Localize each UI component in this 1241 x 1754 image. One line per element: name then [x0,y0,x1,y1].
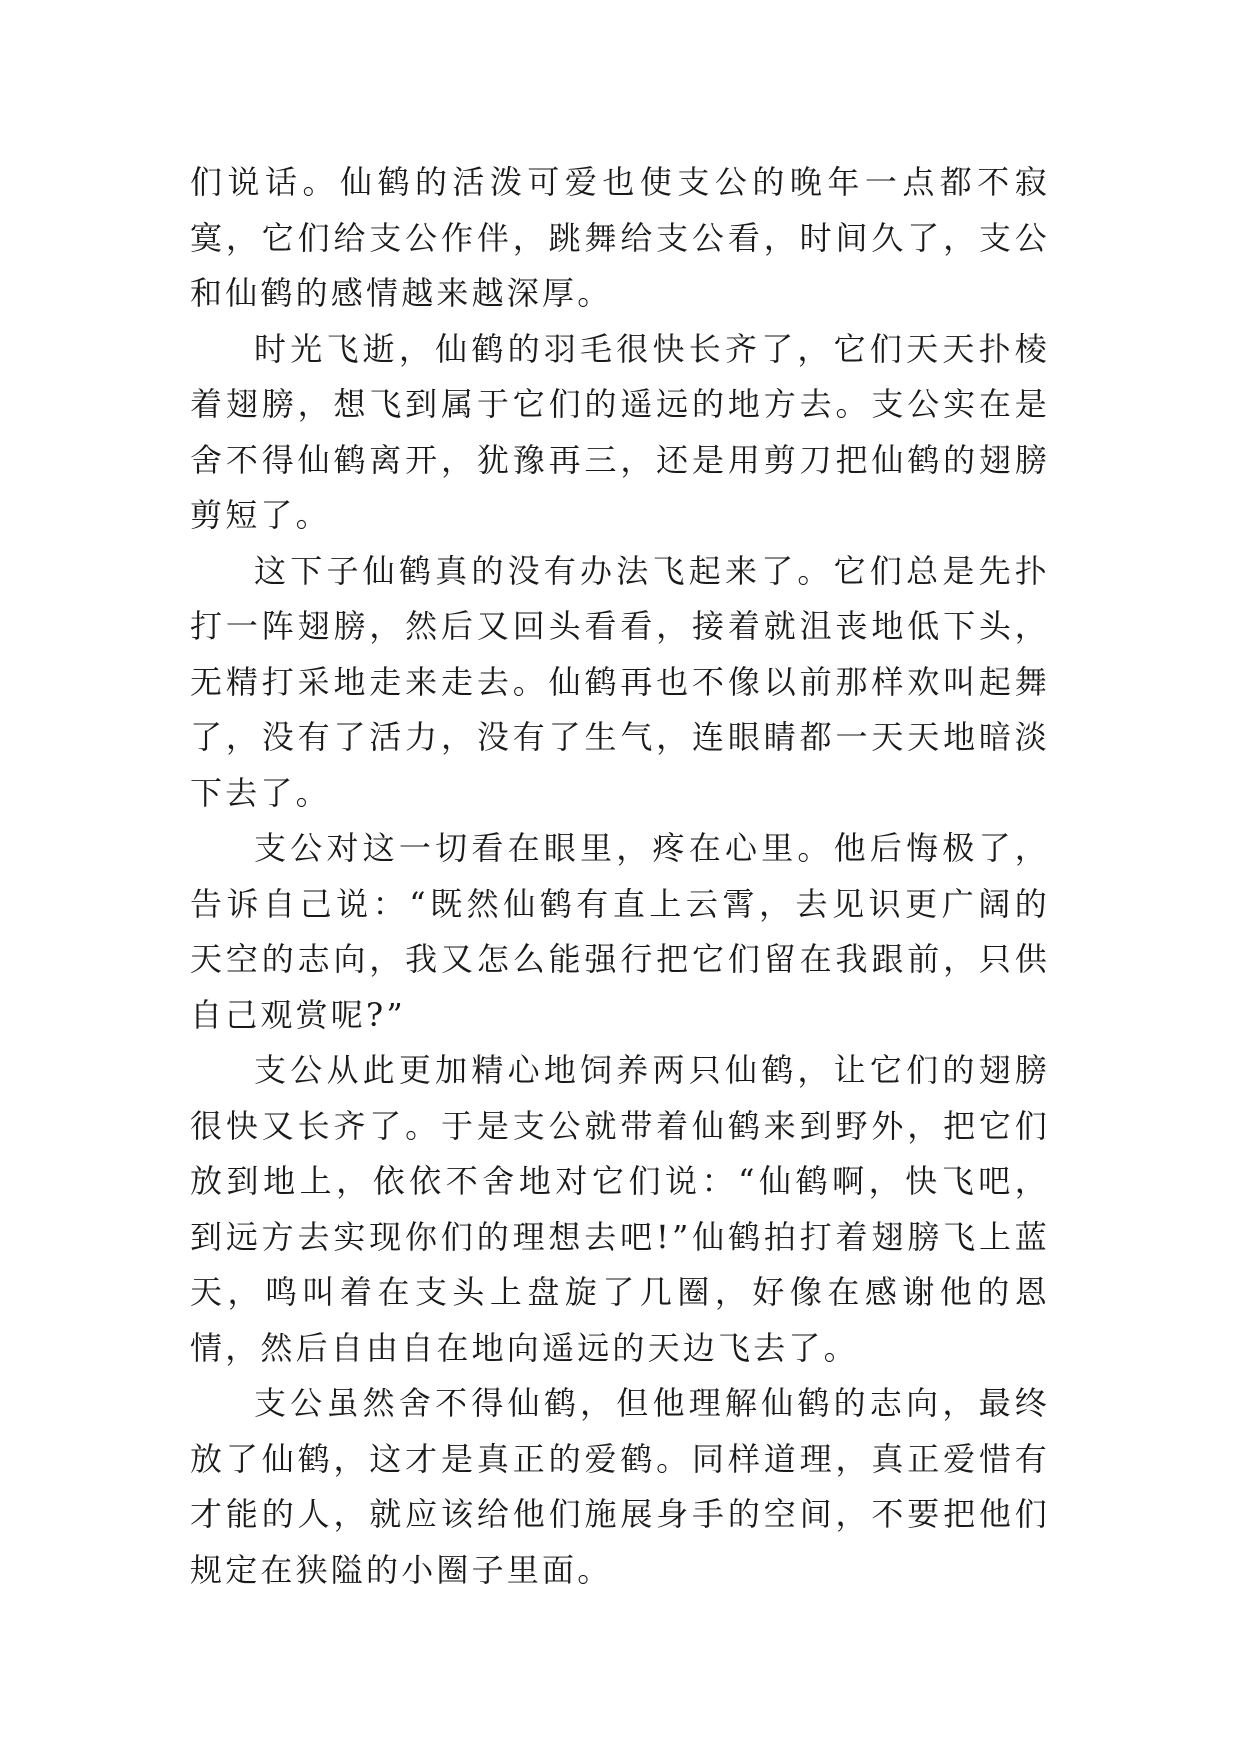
paragraph-5: 支公从此更加精心地饲养两只仙鹤，让它们的翅膀很快又长齐了。于是支公就带着仙鹤来到野外，把它们放到地上，依依不舍地对它们说：“仙鹤啊，快飞吧，到远方去实现你们的理想去吧!”仙鹤拍打着翅膀飞上蓝天，鸣叫着在支头上盘旋了几圈，好像在感谢他的恩情，然后自由自在地向遥远的天边飞去了。 [190,1051,1050,1367]
article-body [190,155,1050,1598]
paragraph-2: 时光飞逝，仙鹤的羽毛很快长齐了，它们天天扑棱着翅膀，想飞到属于它们的遥远的地方去。支公实在是舍不得仙鹤离开，犹豫再三，还是用剪刀把仙鹤的翅膀剪短了。 [190,329,1050,534]
paragraph-3: 这下子仙鹤真的没有办法飞起来了。它们总是先扑打一阵翅膀，然后又回头看看，接着就沮丧地低下头，无精打采地走来走去。仙鹤再也不像以前那样欢叫起舞了，没有了活力，没有了生气，连眼睛都一天天地暗淡下去了。 [190,551,1050,812]
paragraph-4: 支公对这一切看在眼里，疼在心里。他后悔极了，告诉自己说：“既然仙鹤有直上云霄，去见识更广阔的天空的志向，我又怎么能强行把它们留在我跟前，只供自己观赏呢?” [190,829,1050,1034]
paragraph-6: 支公虽然舍不得仙鹤，但他理解仙鹤的志向，最终放了仙鹤，这才是真正的爱鹤。同样道理，真正爱惜有才能的人，就应该给他们施展身手的空间，不要把他们规定在狭隘的小圈子里面。 [190,1384,1050,1589]
paragraph-1: 们说话。仙鹤的活泼可爱也使支公的晚年一点都不寂寞，它们给支公作伴，跳舞给支公看，时间久了，支公和仙鹤的感情越来越深厚。 [190,163,1050,312]
